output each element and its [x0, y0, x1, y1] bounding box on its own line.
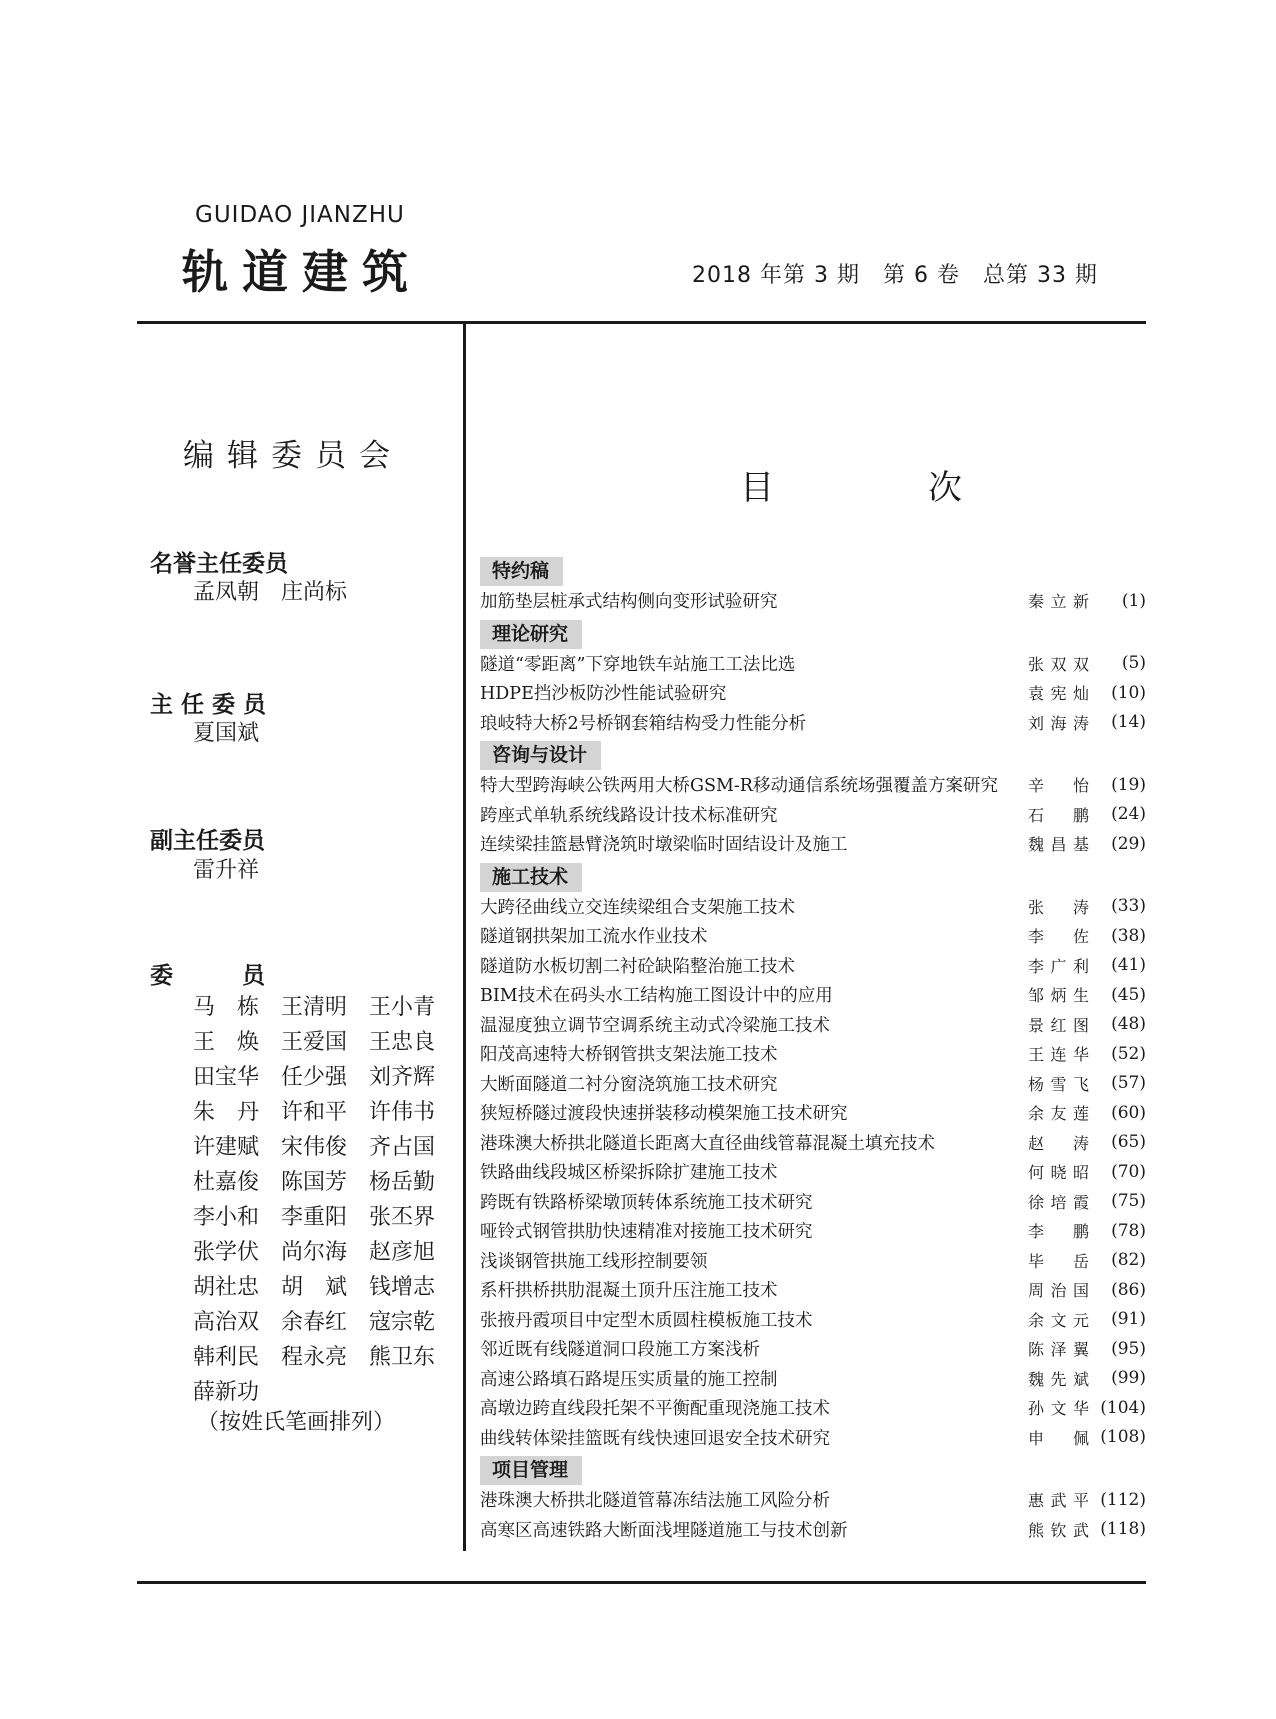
- member-name: 齐占国: [369, 1135, 436, 1160]
- article-author: 景红图: [1028, 1015, 1090, 1035]
- article-title: 跨既有铁路桥梁墩顶转体系统施工技术研究: [480, 1192, 813, 1213]
- toc-entry[interactable]: [480, 1334, 1146, 1364]
- member-name: 王忠良: [369, 1030, 436, 1055]
- toc-entry[interactable]: [480, 800, 1146, 830]
- article-page: (1): [1121, 590, 1146, 611]
- member-name: 王小青: [369, 995, 436, 1020]
- toc-entry[interactable]: [480, 1187, 1146, 1217]
- article-page: (82): [1111, 1250, 1146, 1271]
- column-divider: [463, 321, 466, 1551]
- article-author: 袁宪灿: [1028, 684, 1090, 704]
- member-name: 杜嘉俊: [193, 1170, 260, 1195]
- section-heading: 理论研究: [480, 620, 582, 649]
- article-title: 特大型跨海峡公铁两用大桥GSM-R移动通信系统场强覆盖方案研究: [480, 776, 998, 797]
- issue-info: 2018 年第 3 期 第 6 卷 总第 33 期: [692, 263, 1098, 288]
- article-page: (52): [1111, 1043, 1146, 1064]
- article-title: 铁路曲线段城区桥梁拆除扩建施工技术: [480, 1163, 778, 1184]
- article-author: 余文元: [1028, 1310, 1090, 1330]
- article-page: (10): [1111, 682, 1146, 703]
- journal-pinyin: GUIDAO JIANZHU: [195, 202, 405, 228]
- article-title: 港珠澳大桥拱北隧道管幕冻结法施工风险分析: [480, 1491, 830, 1512]
- article-title: 高寒区高速铁路大断面浅埋隧道施工与技术创新: [480, 1520, 848, 1541]
- toc-entry[interactable]: [480, 1515, 1146, 1545]
- toc-entry[interactable]: [480, 1098, 1146, 1128]
- article-title: BIM技术在码头水工结构施工图设计中的应用: [480, 986, 833, 1007]
- article-page: (41): [1111, 955, 1146, 976]
- bottom-rule: [137, 1581, 1146, 1584]
- toc-entry[interactable]: [480, 586, 1146, 616]
- toc-entry[interactable]: [480, 770, 1146, 800]
- article-page: (95): [1111, 1338, 1146, 1359]
- editorial-board-title: 编辑委员会: [183, 438, 403, 474]
- article-title: 隧道防水板切割二衬砼缺陷整治施工技术: [480, 956, 795, 977]
- member-name: 刘齐辉: [369, 1065, 436, 1090]
- member-name: 许和平: [281, 1100, 348, 1125]
- article-title: 大断面隧道二衬分窗浇筑施工技术研究: [480, 1074, 778, 1095]
- article-page: (60): [1111, 1102, 1146, 1123]
- director-label: 主 任 委 员: [150, 692, 267, 718]
- toc-entry[interactable]: [480, 1275, 1146, 1305]
- article-author: 毕岳: [1028, 1251, 1090, 1271]
- article-page: (86): [1111, 1279, 1146, 1300]
- section-heading: 项目管理: [480, 1456, 582, 1485]
- article-title: 琅岐特大桥2号桥钢套箱结构受力性能分析: [480, 713, 807, 734]
- article-author: 李广利: [1028, 956, 1090, 976]
- member-name: 李小和: [193, 1205, 260, 1230]
- member-name: 王 焕: [193, 1030, 260, 1055]
- member-name: 余春红: [281, 1310, 348, 1335]
- section-heading: 特约稿: [480, 557, 563, 586]
- article-author: 李鹏: [1028, 1222, 1090, 1242]
- article-author: 张双双: [1028, 654, 1090, 674]
- article-page: (57): [1111, 1073, 1146, 1094]
- article-title: 曲线转体梁挂篮既有线快速回退安全技术研究: [480, 1428, 830, 1449]
- top-rule: [137, 321, 1146, 324]
- member-name: 许伟书: [369, 1100, 436, 1125]
- article-page: (14): [1111, 712, 1146, 733]
- article-page: (91): [1111, 1309, 1146, 1330]
- member-name: 张学伏: [193, 1240, 260, 1265]
- article-title: 港珠澳大桥拱北隧道长距离大直径曲线管幕混凝土填充技术: [480, 1133, 935, 1154]
- article-page: (70): [1111, 1161, 1146, 1182]
- article-page: (33): [1111, 896, 1146, 917]
- article-page: (45): [1111, 984, 1146, 1005]
- deputy-director-label: 副主任委员: [150, 828, 265, 854]
- article-title: 大跨径曲线立交连续梁组合支架施工技术: [480, 897, 795, 918]
- member-name: 张丕界: [369, 1205, 436, 1230]
- member-name: 尚尔海: [281, 1240, 348, 1265]
- member-name: 韩利民: [193, 1345, 260, 1370]
- article-page: (24): [1111, 804, 1146, 825]
- toc-entry[interactable]: [480, 921, 1146, 951]
- article-title: 温湿度独立调节空调系统主动式冷梁施工技术: [480, 1015, 830, 1036]
- article-page: (78): [1111, 1220, 1146, 1241]
- article-page: (112): [1100, 1489, 1146, 1510]
- toc-entry[interactable]: [480, 1393, 1146, 1423]
- toc-entry[interactable]: [480, 1128, 1146, 1158]
- member-name: 李重阳: [281, 1205, 348, 1230]
- article-author: 周治国: [1028, 1281, 1090, 1301]
- article-title: 连续梁挂篮悬臂浇筑时墩梁临时固结设计及施工: [480, 835, 848, 856]
- article-author: 徐培霞: [1028, 1192, 1090, 1212]
- toc-entry[interactable]: [480, 829, 1146, 859]
- article-author: 辛怡: [1028, 776, 1090, 796]
- article-author: 陈泽翼: [1028, 1340, 1090, 1360]
- article-author: 赵涛: [1028, 1133, 1090, 1153]
- toc-entry[interactable]: [480, 649, 1146, 679]
- article-title: 系杆拱桥拱肋混凝土顶升压注施工技术: [480, 1281, 778, 1302]
- article-author: 石鹏: [1028, 805, 1090, 825]
- toc-entry[interactable]: [480, 892, 1146, 922]
- director-names: 夏国斌: [193, 721, 260, 746]
- member-name: 宋伟俊: [281, 1135, 348, 1160]
- toc-entry[interactable]: [480, 1157, 1146, 1187]
- members-list: [193, 990, 457, 1410]
- member-name: 胡社忠: [193, 1275, 260, 1300]
- article-title: 张掖丹霞项目中定型木质圆柱模板施工技术: [480, 1310, 813, 1331]
- article-author: 秦立新: [1028, 592, 1090, 612]
- article-author: 李佐: [1028, 927, 1090, 947]
- toc-entry[interactable]: [480, 1364, 1146, 1394]
- article-author: 余友莲: [1028, 1104, 1090, 1124]
- deputy-director-names: 雷升祥: [193, 858, 260, 883]
- member-name: 赵彦旭: [369, 1240, 436, 1265]
- section-heading: 施工技术: [480, 863, 582, 892]
- member-name: 高治双: [193, 1310, 260, 1335]
- members-label: 委 员: [150, 963, 265, 989]
- article-author: 张涛: [1028, 897, 1090, 917]
- toc-entry[interactable]: [480, 1423, 1146, 1453]
- article-page: (5): [1121, 653, 1146, 674]
- contents-heading: 目 次: [740, 468, 1022, 508]
- journal-title: 轨道建筑: [182, 245, 422, 299]
- article-title: 狭短桥隧过渡段快速拼装移动模架施工技术研究: [480, 1104, 848, 1125]
- member-name: 马 栋: [193, 995, 260, 1020]
- article-title: HDPE挡沙板防沙性能试验研究: [480, 684, 727, 705]
- member-name: 陈国芳: [281, 1170, 348, 1195]
- member-name: 任少强: [281, 1065, 348, 1090]
- article-author: 邹炳生: [1028, 986, 1090, 1006]
- toc-entry[interactable]: [480, 1069, 1146, 1099]
- article-title: 隧道钢拱架加工流水作业技术: [480, 927, 708, 948]
- article-page: (48): [1111, 1014, 1146, 1035]
- section-heading: 咨询与设计: [480, 741, 601, 770]
- members-note: （按姓氏笔画排列）: [197, 1410, 396, 1435]
- toc-entry[interactable]: [480, 1216, 1146, 1246]
- member-name: 薛新功: [193, 1380, 260, 1405]
- article-author: 熊钦武: [1028, 1520, 1090, 1540]
- article-title: 高速公路填石路堤压实质量的施工控制: [480, 1369, 778, 1390]
- article-author: 魏先斌: [1028, 1369, 1090, 1389]
- member-name: 钱增志: [369, 1275, 436, 1300]
- member-name: 王爱国: [281, 1030, 348, 1055]
- article-page: (104): [1100, 1397, 1146, 1418]
- article-author: 刘海涛: [1028, 713, 1090, 733]
- member-name: 寇宗乾: [369, 1310, 436, 1335]
- article-author: 何晓昭: [1028, 1163, 1090, 1183]
- article-page: (118): [1100, 1519, 1146, 1540]
- article-author: 杨雪飞: [1028, 1074, 1090, 1094]
- article-title: 高墩边跨直线段托架不平衡配重现浇施工技术: [480, 1399, 830, 1420]
- article-page: (99): [1111, 1368, 1146, 1389]
- article-title: 邻近既有线隧道洞口段施工方案浅析: [480, 1340, 760, 1361]
- article-title: 阳茂高速特大桥钢管拱支架法施工技术: [480, 1045, 778, 1066]
- article-page: (75): [1111, 1191, 1146, 1212]
- member-name: 程永亮: [281, 1345, 348, 1370]
- article-page: (38): [1111, 925, 1146, 946]
- article-title: 浅谈钢管拱施工线形控制要领: [480, 1251, 708, 1272]
- member-name: 朱 丹: [193, 1100, 260, 1125]
- article-page: (29): [1111, 833, 1146, 854]
- member-name: 田宝华: [193, 1065, 260, 1090]
- article-title: 跨座式单轨系统线路设计技术标准研究: [480, 805, 778, 826]
- article-title: 加筋垫层桩承式结构侧向变形试验研究: [480, 592, 778, 613]
- article-title: 哑铃式钢管拱肋快速精准对接施工技术研究: [480, 1222, 813, 1243]
- article-author: 申佩: [1028, 1428, 1090, 1448]
- toc-entry[interactable]: [480, 1010, 1146, 1040]
- toc-entry[interactable]: [480, 951, 1146, 981]
- member-name: 熊卫东: [369, 1345, 436, 1370]
- article-title: 隧道“零距离”下穿地铁车站施工工法比选: [480, 654, 796, 675]
- honorary-director-label: 名誉主任委员: [150, 551, 288, 577]
- article-author: 惠武平: [1028, 1491, 1090, 1511]
- article-page: (65): [1111, 1132, 1146, 1153]
- honorary-director-names: 孟凤朝 庄尚标: [193, 580, 348, 605]
- article-author: 魏昌基: [1028, 835, 1090, 855]
- toc-entry[interactable]: [480, 980, 1146, 1010]
- toc-entry[interactable]: [480, 1305, 1146, 1335]
- article-page: (19): [1111, 774, 1146, 795]
- member-name: 胡 斌: [281, 1275, 348, 1300]
- member-name: 杨岳勤: [369, 1170, 436, 1195]
- article-author: 王连华: [1028, 1045, 1090, 1065]
- toc-entry[interactable]: [480, 708, 1146, 738]
- toc-entry[interactable]: [480, 1246, 1146, 1276]
- member-name: 王清明: [281, 995, 348, 1020]
- article-author: 孙文华: [1028, 1399, 1090, 1419]
- toc-entry[interactable]: [480, 1485, 1146, 1515]
- member-name: 许建赋: [193, 1135, 260, 1160]
- toc-entry[interactable]: [480, 678, 1146, 708]
- toc-entry[interactable]: [480, 1039, 1146, 1069]
- article-page: (108): [1100, 1427, 1146, 1448]
- contents-list: [480, 553, 1146, 1544]
